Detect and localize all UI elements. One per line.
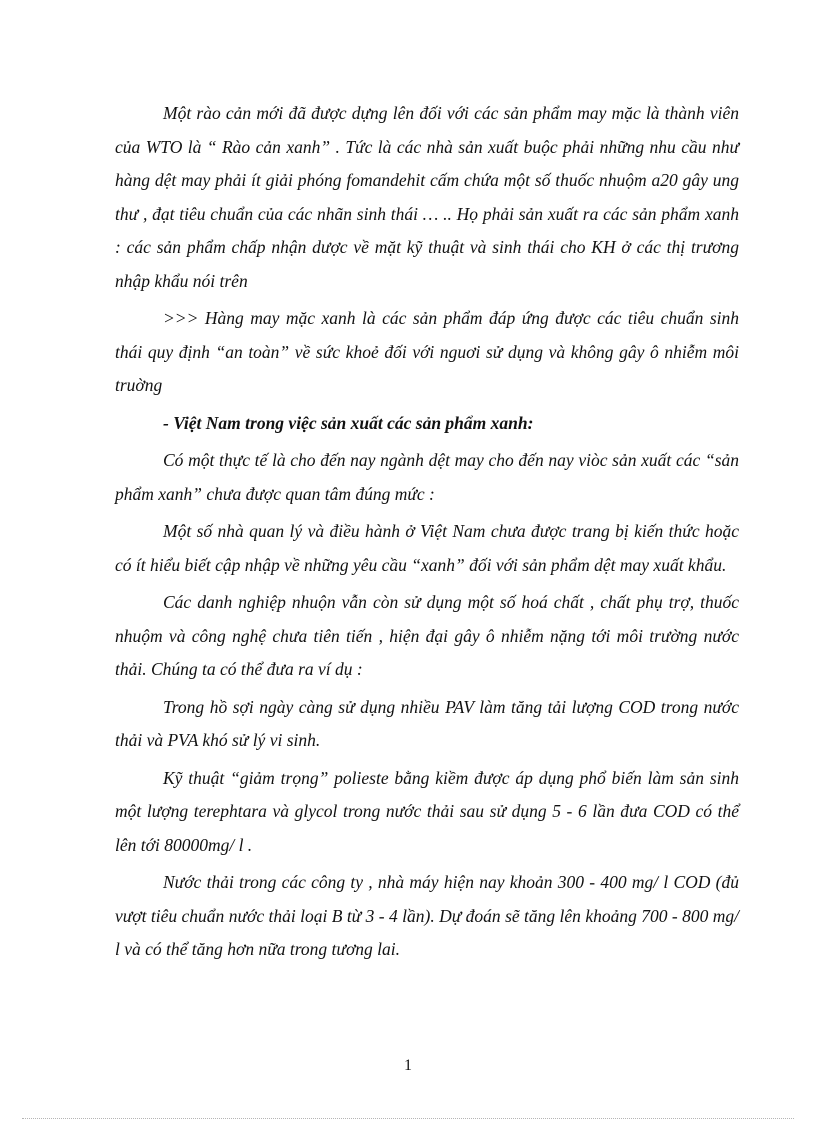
paragraph-weight-reduction-example: Kỹ thuật “giảm trọng” polieste bằng kiềm được áp dụng phổ biến làm sản sinh một lượng terephtara và glycol trong nước thải sau sử dụng 5 - 6 lần đưa COD có thể lên tới 80000mg/ l . [115,767,739,855]
footer-divider [22,1118,794,1119]
paragraph-managers: Một số nhà quan lý và điều hành ở Việt Nam chưa được trang bị kiến thức hoặc có ít hiểu biết cập nhập về những yêu cầu “xanh” đối với sản phẩm dệt may xuất khẩu. [115,521,739,575]
paragraph-green-garments-definition: >>> Hàng may mặc xanh là các sản phẩm đáp ứng được các tiêu chuẩn sinh thái quy định “an toàn” về sức khoẻ đối với nguơi sử dụng và không gây ô nhiễm môi truờng [115,308,739,395]
page-number: 1 [404,1057,412,1074]
paragraph-green-barrier: Một rào cản mới đã được dựng lên đối với các sản phẩm may mặc là thành viên của WTO là “ Rào cản xanh” . Tức là các nhà sản xuất buộc phải những nhu cầu như hàng dệt may phải ít giải phóng fomandehit cấm chứa một số thuốc nhuộm a20 gây ung thư , đạt tiêu chuẩn của các nhãn sinh thái … .. Họ phải sản xuất ra các sản phẩm xanh : các sản phẩm chấp nhận dược về mặt kỹ thuật và sinh thái cho KH ở các thị trương nhập khẩu nói trên [115,103,739,291]
section-heading-vietnam: - Việt Nam trong việc sản xuất các sản phẩm xanh: [163,412,534,433]
paragraph-wastewater-cod: Nước thải trong các công ty , nhà máy hiện nay khoản 300 - 400 mg/ l COD (đủ vượt tiêu chuẩn nước thải loại B từ 3 - 4 lần). Dự đoán sẽ tăng lên khoảng 700 - 800 mg/ l và có thể tăng hơn nữa trong tương lai. [115,872,739,959]
paragraph-reality: Có một thực tế là cho đến nay ngành dệt may cho đến nay viòc sản xuất các “sản phẩm xanh” chưa được quan tâm đúng mức : [115,450,739,504]
paragraph-enterprises: Các danh nghiệp nhuộn vẫn còn sử dụng một số hoá chất , chất phụ trợ, thuốc nhuộm và công nghệ chưa tiên tiến , hiện đại gây ô nhiễm nặng tới môi trường nước thải. Chúng ta có thể đưa ra ví dụ : [115,592,739,679]
document-body [115,97,739,971]
paragraph-sizing-example: Trong hồ sợi ngày càng sử dụng nhiều PAV làm tăng tải lượng COD trong nước thải và PVA khó sử lý vi sinh. [115,696,739,750]
